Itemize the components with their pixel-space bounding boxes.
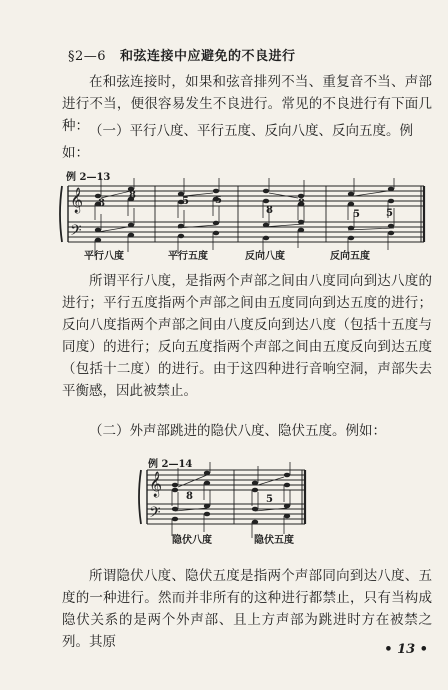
svg-text:𝄢: 𝄢 (70, 222, 82, 243)
interval-mark: 8 (186, 491, 193, 502)
example-label-2-14: 例 2—14 (148, 459, 193, 470)
subheading-hidden: （二）外声部跳进的隐伏八度、隐伏五度。例如： (89, 423, 386, 439)
interval-mark: 8 (266, 205, 273, 216)
page-number: • 13 • (384, 642, 428, 657)
paragraph-intro: 在和弦连接时，如果和弦音排列不当、重复音不当、声部进行不当，便很容易发生不良进行。常见的不良进行有下面几种： (62, 74, 432, 134)
svg-text:𝄢: 𝄢 (149, 504, 161, 525)
interval-mark: 8 (298, 198, 305, 209)
caption-contrary-octave: 反向八度 (245, 251, 285, 262)
caption-hidden-fifth: 隐伏五度 (254, 535, 294, 546)
interval-mark: 5 (215, 195, 222, 206)
interval-mark: 5 (182, 196, 189, 207)
interval-mark: 8 (98, 198, 105, 209)
example-label-2-13: 例 2—13 (66, 172, 111, 183)
paragraph-parallel-explanation: 所谓平行八度，是指两个声部之间由八度同向到达八度的进行；平行五度指两个声部之间由五度同向到达五度的进行；反向八度指两个声部之间由八度反向到达八度（包括十五度与同度）的进行；反向五度指两个声部之间由五度反向到达五度（包括十二度）的进行。由于这四种进行音响空洞，声部失去平衡感，因此被禁止。 (62, 273, 432, 399)
caption-hidden-octave: 隐伏八度 (172, 535, 212, 546)
section-heading (68, 45, 296, 64)
svg-text:𝄞: 𝄞 (149, 472, 163, 497)
music-score-example-2 (137, 462, 309, 540)
music-score-example-1 (58, 178, 430, 258)
interval-mark: 5 (266, 494, 273, 505)
subheading-parallel: （一）平行八度、平行五度、反向八度、反向五度。例如： (62, 123, 413, 161)
interval-mark: 5 (386, 208, 393, 219)
interval-mark: 5 (353, 209, 360, 220)
interval-mark: 8 (129, 190, 136, 201)
caption-contrary-fifth: 反向五度 (330, 251, 370, 262)
section-title: 和弦连接中应避免的不良进行 (120, 49, 296, 64)
caption-parallel-octave: 平行八度 (84, 251, 124, 262)
section-number: §2—6 (68, 49, 107, 64)
svg-text:𝄞: 𝄞 (70, 188, 84, 213)
caption-parallel-fifth: 平行五度 (168, 251, 208, 262)
paragraph-hidden-explanation: 所谓隐伏八度、隐伏五度是指两个声部同向到达八度、五度的一种进行。然而并非所有的这种进行都禁止，只有当构成隐伏关系的是两个外声部、且上方声部为跳进时方在被禁之列。其原 (62, 568, 432, 650)
